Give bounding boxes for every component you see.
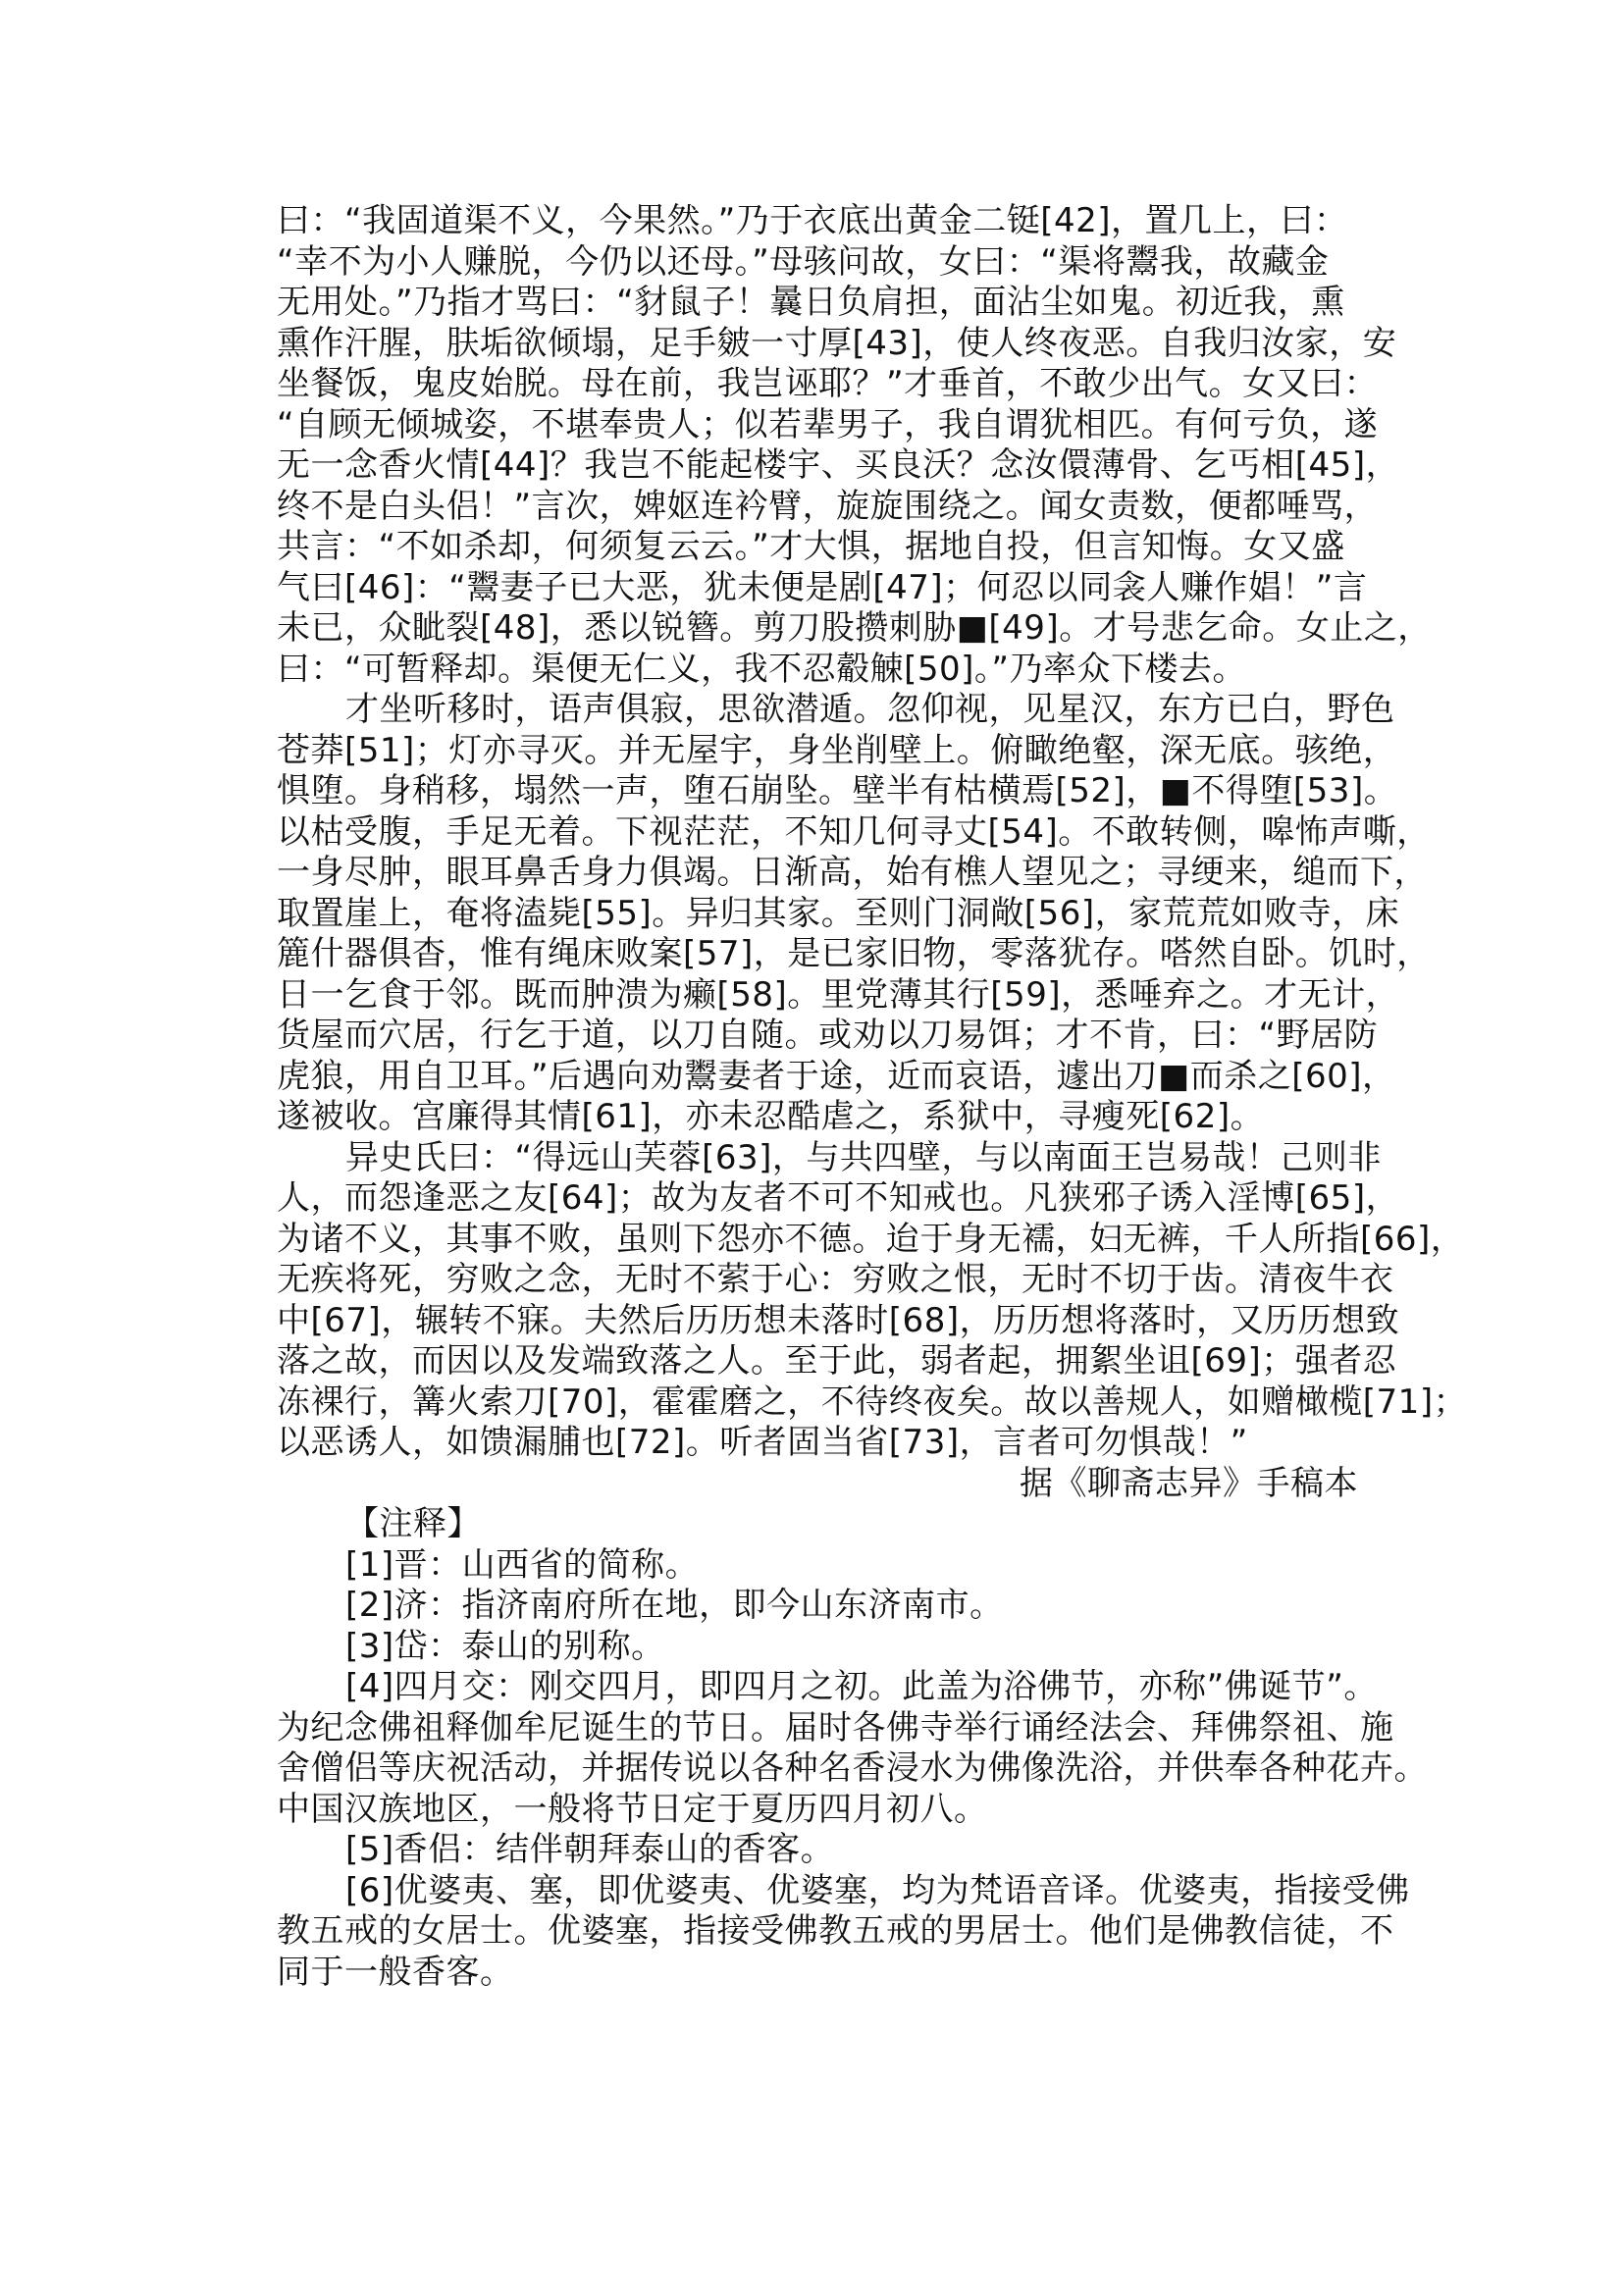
text-line: 坐餐饭，鬼皮始脱。母在前，我岂诬耶？”才垂首，不敢少出气。女又曰： (277, 364, 1379, 403)
text-line: 以恶诱人，如馈漏脯也[72]。听者固当省[73]，言者可勿惧哉！” (277, 1423, 1248, 1462)
text-line: 遂被收。宫廉得其情[61]，亦未忍酷虐之，系狱中，寻瘦死[62]。 (277, 1097, 1265, 1136)
document-page (277, 201, 1468, 1993)
note-item: [6]优婆夷、塞，即优婆夷、优婆塞，均为梵语音译。优婆夷，指接受佛 (345, 1870, 1410, 1910)
text-line: 人，而怨逢恶之友[64]；故为友者不可不知戒也。凡狭邪子诱入淫博[65]， (277, 1178, 1400, 1218)
text-line: 曰：“可暂释却。渠便无仁义，我不忍觳觫[50]。”乃率众下楼去。 (277, 649, 1247, 689)
note-item: [2]济：指济南府所在地，即今山东济南市。 (345, 1586, 1004, 1625)
text-line: 苍莽[51]；灯亦寻灭。并无屋宇，身坐削壁上。俯瞰绝壑，深无底。骇绝， (277, 730, 1397, 770)
text-line: “自顾无倾城姿，不堪奉贵人；似若辈男子，我自谓犹相匹。有何亏负，遂 (277, 404, 1379, 444)
paragraph-2 (277, 690, 1431, 1138)
note-item-continued: 中国汉族地区，一般将节日定于夏历四月初八。 (277, 1789, 988, 1829)
text-line: 惧堕。身稍移，塌然一声，堕石崩坠。壁半有枯横焉[52]，■不得堕[53]。 (277, 771, 1398, 810)
note-item-continued: 为纪念佛祖释伽牟尼诞生的节日。届时各佛寺举行诵经法会、拜佛祭祖、施 (277, 1707, 1394, 1747)
text-line: 无疾将死，穷败之念，无时不萦于心：穷败之恨，无时不切于齿。清夜牛衣 (277, 1260, 1394, 1299)
notes-list (277, 1544, 1428, 1994)
note-item-continued: 教五戒的女居士。优婆塞，指接受佛教五戒的男居士。他们是佛教信徒，不 (277, 1911, 1394, 1951)
note-item-continued: 同于一般香客。 (277, 1952, 514, 1992)
note-item-continued: 舍僧侣等庆祝活动，并据传说以各种名香浸水为佛像洗浴，并供奉各种花卉。 (277, 1748, 1428, 1788)
note-item: [3]岱：泰山的别称。 (345, 1626, 665, 1666)
text-line: 取置崖上，奄将溘毙[55]。异归其家。至则门洞敞[56]，家荒荒如败寺，床 (277, 893, 1400, 933)
text-line: 才坐听移时，语声俱寂，思欲潜遁。忽仰视，见星汉，东方已白，野色 (345, 690, 1395, 729)
paragraph-1 (277, 201, 1432, 690)
source-citation: 据《聊斋志异》手稿本 (1020, 1463, 1358, 1503)
text-line: 无用处。”乃指才骂曰：“豺鼠子！曩日负肩担，面沾尘如鬼。初近我，熏 (277, 283, 1345, 322)
text-line: 中[67]，辗转不寐。夫然后历历想未落时[68]，历历想将落时，又历历想致 (277, 1300, 1400, 1340)
text-line: 气曰[46]：“鬻妻子已大恶，犹未便是剧[47]；何忍以同衾人赚作娼！”言 (277, 567, 1368, 607)
note-item: [1]晋：山西省的简称。 (345, 1544, 700, 1585)
text-line: 日一乞食于邻。既而肿溃为癞[58]。里党薄其行[59]，悉唾弃之。才无计， (277, 974, 1400, 1015)
text-line: 货屋而穴居，行乞于道，以刀自随。或劝以刀易饵；才不肯，曰：“野居防 (277, 1016, 1379, 1055)
text-line: 异史氏曰：“得远山芙蓉[63]，与共四壁，与以南面王岂易哉！己则非 (345, 1137, 1382, 1177)
text-line: 落之故，而因以及发端致落之人。至于此，弱者起，拥絮坐诅[69]；强者忍 (277, 1341, 1397, 1381)
text-line: “幸不为小人赚脱，今仍以还母。”母骇问故，女曰：“渠将鬻我，故藏金 (277, 241, 1330, 282)
text-line: 共言：“不如杀却，何须复云云。”才大惧，据地自投，但言知悔。女又盛 (277, 527, 1345, 566)
paragraph-3-commentary (277, 1137, 1468, 1464)
text-line: 以枯受腹，手足无着。下视茫茫，不知几何寻丈[54]。不敢转侧，嗥怖声嘶， (277, 811, 1431, 852)
text-line: 熏作汗腥，肤垢欲倾塌，足手皴一寸厚[43]，使人终夜恶。自我归汝家，安 (277, 323, 1397, 363)
text-line: 一身尽肿，眼耳鼻舌身力俱竭。日渐高，始有樵人望见之；寻绠来，缒而下， (277, 853, 1428, 892)
text-line: 虎狼，用自卫耳。”后遇向劝鬻妻者于途，近而哀语，遽出刀■而杀之[60]， (277, 1056, 1396, 1096)
text-line: 无一念香火情[44]？我岂不能起楼宇、买良沃？念汝儇薄骨、乞丐相[45]， (277, 445, 1400, 485)
text-line: 未已，众眦裂[48]，悉以锐簪。剪刀股攒刺胁■[49]。才号悲乞命。女止之， (277, 608, 1432, 648)
text-line: 为诸不义，其事不败，虽则下怨亦不德。迨于身无襦，妇无裤，千人所指[66]， (277, 1219, 1465, 1259)
notes-heading: 【注释】 (345, 1504, 481, 1543)
note-item: [5]香侣：结伴朝拜泰山的香客。 (345, 1830, 835, 1869)
note-item: [4]四月交：刚交四月，即四月之初。此盖为浴佛节，亦称”佛诞节”。 (345, 1667, 1378, 1706)
text-line: 曰：“我固道渠不义，今果然。”乃于衣底出黄金二铤[42]，置几上，曰： (277, 201, 1348, 240)
text-line: 簏什器俱杳，惟有绳床败案[57]，是已家旧物，零落犹存。嗒然自卧。饥时， (277, 934, 1431, 973)
text-line: 终不是白头侣！”言次，婢妪连衿臂，旋旋围绕之。闻女责数，便都唾骂， (277, 486, 1379, 526)
text-line: 冻裸行，篝火索刀[70]，霍霍磨之，不待终夜矣。故以善规人，如赠橄榄[71]； (277, 1382, 1468, 1422)
